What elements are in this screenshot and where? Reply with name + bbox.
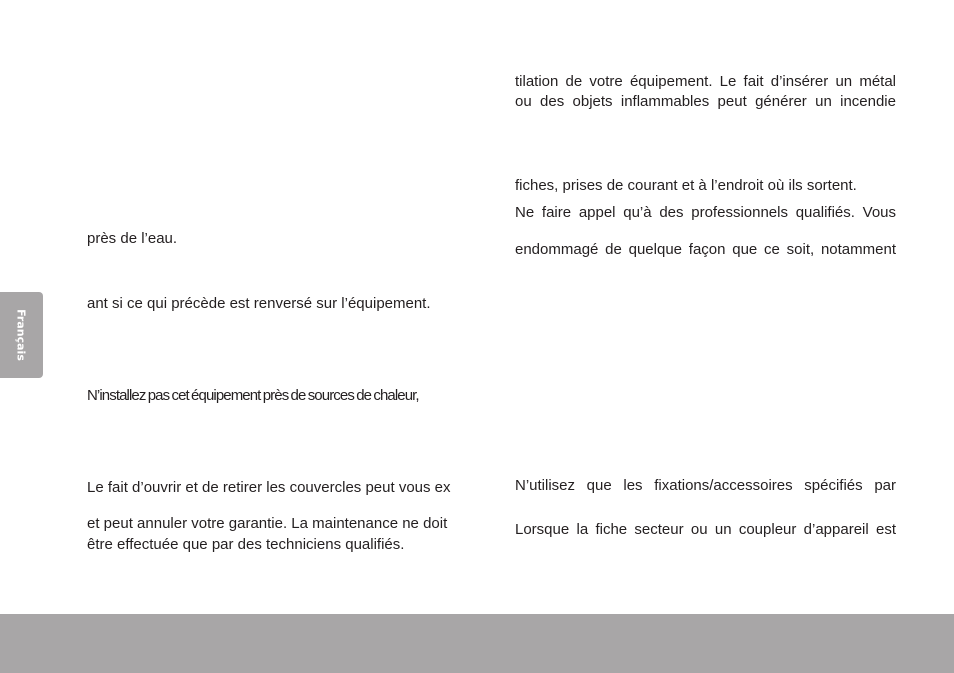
language-tab-label: Français	[14, 309, 28, 361]
right-text-line: N’utilisez que les fixations/accessoires spécifiés par	[515, 477, 896, 494]
left-text-line: ant si ce qui précède est renversé sur l’équipement.	[87, 295, 431, 312]
left-text-line: être effectuée que par des techniciens qualifiés.	[87, 536, 405, 553]
footer-bar	[0, 614, 954, 673]
right-text-line: Ne faire appel qu’à des professionnels qualifiés. Vous	[515, 204, 896, 221]
right-text-line: Lorsque la fiche secteur ou un coupleur d’appareil est	[515, 521, 896, 538]
left-text-line: près de l’eau.	[87, 230, 178, 247]
right-text-line: endommagé de quelque façon que ce soit, notamment	[515, 241, 896, 258]
right-text-line: tilation de votre équipement. Le fait d’insérer un métal	[515, 73, 896, 90]
language-tab	[0, 292, 43, 378]
right-text-line: fiches, prises de courant et à l’endroit où ils sortent.	[515, 177, 857, 194]
right-text-line: ou des objets inflammables peut générer un incendie	[515, 93, 896, 110]
left-text-line: Le fait d’ouvrir et de retirer les couvercles peut vous ex	[87, 479, 451, 496]
left-text-line: N’installez pas cet équipement près de sources de chaleur,	[87, 387, 419, 404]
left-text-line: et peut annuler votre garantie. La maintenance ne doit	[87, 515, 448, 532]
